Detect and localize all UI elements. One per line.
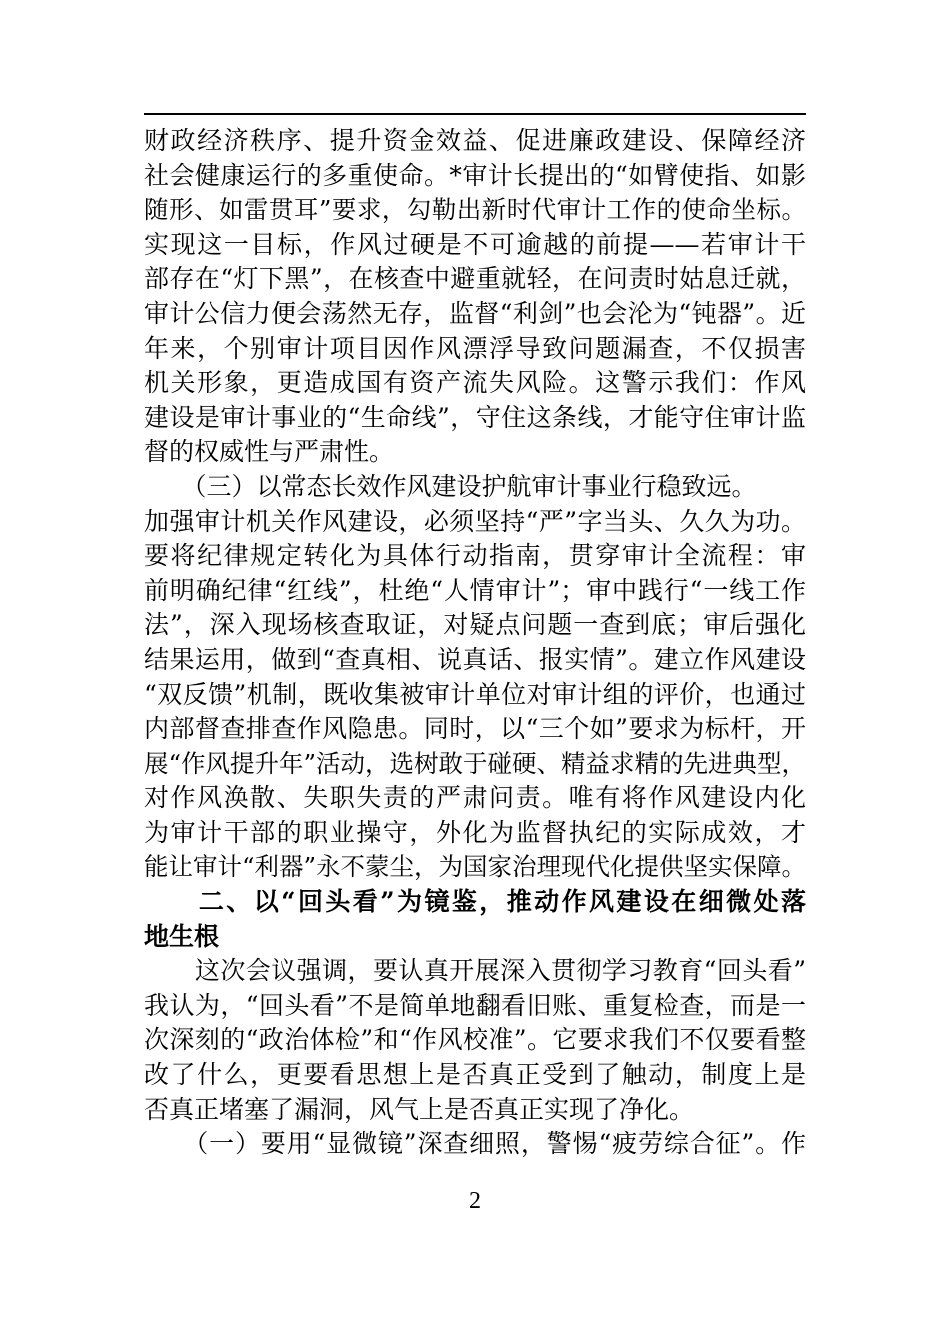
section-heading: （一）要用“显微镜”深查细照，警惕“疲劳综合征”。作 (144, 1129, 806, 1159)
text-line: 建设是审计事业的“生命线”，守住这条线，才能守住审计监 (144, 402, 806, 432)
text-line: 否真正堵塞了漏洞，风气上是否真正实现了净化。 (144, 1094, 695, 1124)
text-line: 加强审计机关作风建设，必须坚持“严”字当头、久久为功。 (144, 506, 806, 536)
text-line: 法”，深入现场核查取证，对疑点问题一查到底；审后强化 (144, 610, 806, 640)
text-line: 结果运用，做到“查真相、说真话、报实情”。建立作风建设 (144, 644, 806, 674)
text-line: 督的权威性与严肃性。 (144, 437, 395, 467)
text-line: 随形、如雷贯耳”要求，勾勒出新时代审计工作的使命坐标。 (144, 195, 806, 225)
text-line: 社会健康运行的多重使命。*审计长提出的“如臂使指、如影 (144, 160, 806, 190)
chapter-heading: 地生根 (144, 921, 220, 951)
text-line: “双反馈”机制，既收集被审计单位对审计组的评价，也通过 (144, 679, 806, 709)
text-line: 次深刻的“政治体检”和“作风校准”。它要求我们不仅要看整 (144, 1025, 806, 1055)
section-heading: （三）以常态长效作风建设护航审计事业行稳致远。 (144, 471, 757, 501)
text-line: 年来，个别审计项目因作风漂浮导致问题漏查，不仅损害 (144, 333, 806, 363)
text-line: 改了什么，更要看思想上是否真正受到了触动，制度上是 (144, 1060, 806, 1090)
text-line: 为审计干部的职业操守，外化为监督执纪的实际成效，才 (144, 817, 806, 847)
text-line: 前明确纪律“红线”，杜绝“人情审计”；审中践行“一线工作 (144, 575, 806, 605)
chapter-heading: 二、以“回头看”为镜鉴，推动作风建设在细微处落 (144, 887, 806, 917)
page-number: 2 (469, 1188, 481, 1214)
text-line: 实现这一目标，作风过硬是不可逾越的前提——若审计干 (144, 229, 806, 259)
text-line: 内部督查排查作风隐患。同时，以“三个如”要求为标杆，开 (144, 714, 806, 744)
text-line: 这次会议强调，要认真开展深入贯彻学习教育“回头看” (144, 956, 806, 986)
text-line: 部存在“灯下黑”，在核查中避重就轻，在问责时姑息迁就， (144, 264, 806, 294)
document-body (144, 124, 806, 1162)
text-line: 要将纪律规定转化为具体行动指南，贯穿审计全流程：审 (144, 541, 806, 571)
text-line: 能让审计“利器”永不蒙尘，为国家治理现代化提供坚实保障。 (144, 852, 807, 882)
text-line: 展“作风提升年”活动，选树敢于碰硬、精益求精的先进典型， (144, 748, 807, 778)
text-line: 对作风涣散、失职失责的严肃问责。唯有将作风建设内化 (144, 783, 806, 813)
text-line: 财政经济秩序、提升资金效益、促进廉政建设、保障经济 (144, 126, 806, 155)
header-rule (144, 113, 806, 115)
text-line: 我认为，“回头看”不是简单地翻看旧账、重复检查，而是一 (144, 990, 806, 1020)
text-line: 审计公信力便会荡然无存，监督“利剑”也会沦为“钝器”。近 (144, 298, 806, 328)
text-line: 机关形象，更造成国有资产流失风险。这警示我们：作风 (144, 368, 806, 398)
